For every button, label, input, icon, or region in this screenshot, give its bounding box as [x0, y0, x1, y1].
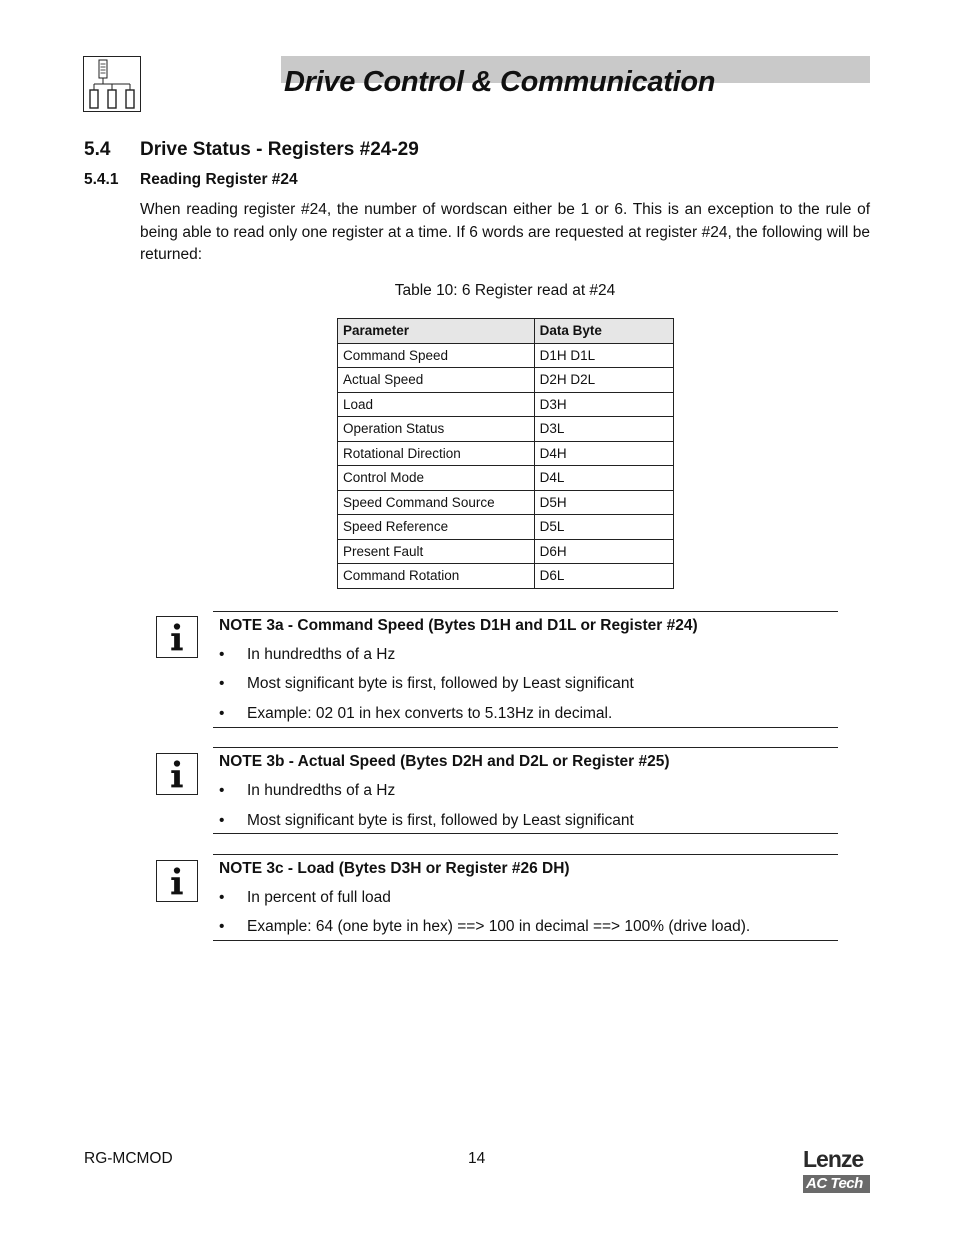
- network-drives-icon: [83, 56, 141, 112]
- table-row: [338, 417, 674, 442]
- subsection-title: Reading Register #24: [140, 171, 298, 188]
- table-row: [338, 368, 674, 393]
- logo-brand: Lenze: [803, 1146, 864, 1172]
- cell-data-byte: D5L: [534, 515, 673, 540]
- section-title: Drive Status - Registers #24-29: [140, 139, 419, 160]
- body-paragraph: When reading register #24, the number of wordscan either be 1 or 6. This is an exception to the rule of being able to read only one register at a time. If 6 words are requested at register #24, the following will be returned:: [140, 201, 870, 263]
- cell-data-byte: D6H: [534, 539, 673, 564]
- register-table: [337, 318, 674, 589]
- table-row: [338, 466, 674, 491]
- document-id: RG-MCMOD: [84, 1150, 173, 1167]
- table-caption: Table 10: 6 Register read at #24: [394, 282, 616, 299]
- table-row: [338, 392, 674, 417]
- logo-sub-bar: [803, 1175, 870, 1193]
- column-header-parameter: Parameter: [338, 319, 535, 344]
- cell-parameter: Operation Status: [338, 417, 535, 442]
- table-row: [338, 564, 674, 589]
- cell-parameter: Present Fault: [338, 539, 535, 564]
- info-icon: [156, 616, 198, 658]
- cell-data-byte: D5H: [534, 490, 673, 515]
- cell-data-byte: D1H D1L: [534, 343, 673, 368]
- page-number: 14: [468, 1150, 486, 1167]
- note-title: NOTE 3c - Load (Bytes D3H or Register #26 DH): [219, 860, 570, 877]
- note-box: NOTE 3a - Command Speed (Bytes D1H and D1L or Register #24) • In hundredths of a Hz • Most significant byte is first, followed by Least significant • Example: 02 01 in hex converts to 5.13Hz in decimal.: [213, 611, 838, 728]
- cell-parameter: Actual Speed: [338, 368, 535, 393]
- bullet: •: [219, 782, 225, 799]
- cell-parameter: Command Rotation: [338, 564, 535, 589]
- cell-data-byte: D3L: [534, 417, 673, 442]
- bullet: •: [219, 675, 225, 692]
- cell-parameter: Load: [338, 392, 535, 417]
- note-box: NOTE 3b - Actual Speed (Bytes D2H and D2L or Register #25) • In hundredths of a Hz • Most significant byte is first, followed by Least significant: [213, 747, 838, 834]
- note-box: NOTE 3c - Load (Bytes D3H or Register #26 DH) • In percent of full load • Example: 64 (one byte in hex) ==> 100 in decimal ==> 100% (drive load).: [213, 854, 838, 941]
- table-header-row: [338, 319, 674, 344]
- bullet: •: [219, 889, 225, 906]
- table-row: [338, 441, 674, 466]
- cell-data-byte: D2H D2L: [534, 368, 673, 393]
- lenze-actech-logo: [803, 1146, 870, 1193]
- cell-parameter: Control Mode: [338, 466, 535, 491]
- table-row: [338, 343, 674, 368]
- note-3b: [156, 747, 838, 834]
- cell-data-byte: D4H: [534, 441, 673, 466]
- note-title: NOTE 3b - Actual Speed (Bytes D2H and D2L or Register #25): [219, 753, 670, 770]
- cell-parameter: Command Speed: [338, 343, 535, 368]
- table-row: [338, 539, 674, 564]
- info-icon: [156, 753, 198, 795]
- note-title: NOTE 3a - Command Speed (Bytes D1H and D1L or Register #24): [219, 617, 698, 634]
- cell-data-byte: D6L: [534, 564, 673, 589]
- cell-parameter: Speed Command Source: [338, 490, 535, 515]
- cell-data-byte: D3H: [534, 392, 673, 417]
- note-3a: [156, 611, 838, 727]
- section-number: 5.4: [84, 139, 111, 160]
- cell-parameter: Speed Reference: [338, 515, 535, 540]
- logo-sub: AC Tech: [806, 1175, 863, 1192]
- bullet: •: [219, 705, 225, 722]
- cell-data-byte: D4L: [534, 466, 673, 491]
- subsection-number: 5.4.1: [84, 171, 119, 188]
- bullet: •: [219, 918, 225, 935]
- info-icon: [156, 860, 198, 902]
- cell-parameter: Rotational Direction: [338, 441, 535, 466]
- note-3c: [156, 854, 838, 941]
- table-row: [338, 490, 674, 515]
- page-title: Drive Control & Communication: [284, 66, 716, 98]
- table-row: [338, 515, 674, 540]
- bullet: •: [219, 812, 225, 829]
- column-header-data-byte: Data Byte: [534, 319, 673, 344]
- bullet: •: [219, 646, 225, 663]
